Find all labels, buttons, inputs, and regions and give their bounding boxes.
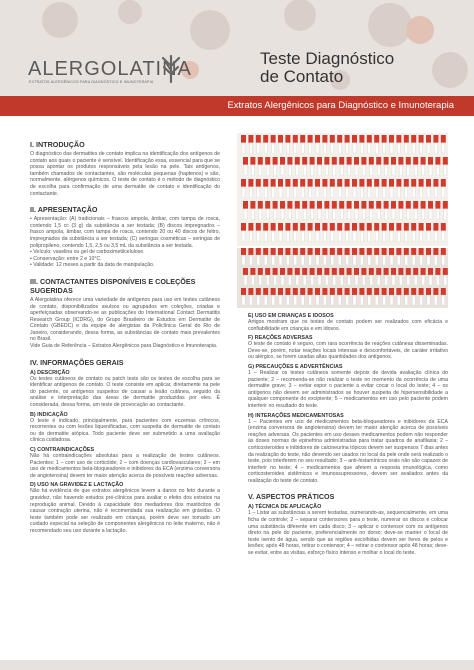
product-photo-lower [237,248,448,308]
description-text: Os testes cutâneos de contato ou patch tests são os testes de escolha para se identificar antígenos de contato. O teste consiste em aplicar, diretamente na pele do paciente, os antígenos suspeitos de causar a lesão cutânea, seguido da análise e interpretação das áreas de dermatite produzidas por eles. É considerada, dessa forma, um teste de provocação ao contactante. [30,375,220,409]
precautions-text: 1 – Realizar os testes cutâneos somente depois de devida avaliação clínica do paciente; 2 – recomenda-se não realizar o teste no momento da ocorrência de uma dermatite grave; 3 – evitar expor o paciente a evitar cocar o local do teste; 4 – os antígenos não devem ser administrados se houver suspeita de hipersensibilidade a qualquer componente do excipiente; 5 – medicamentos em uso pelo paciente podem interferir no resultado do teste. [248,369,448,409]
pregnancy-text: Não há evidência de que extratos alergênicos levem a danos no feto durante a gravidez, não havendo estudos pré-clínicos para avaliar o efeito dos extratos na reprodução animal. Devido à capacidade dos mediadores dos mastócitos de causar contração uterina, não é recomendada sua realização em grávidas. O teste também pode ser realizado em crianças, porém deve ser tomado um cuidado especial na seleção de componentes alergênicos no leite materno, não é recomendado seu uso durante a lactação. [30,488,220,534]
adverse-reactions-text: O teste de contato é seguro, com rara ocorrência de reações cutâneas disseminadas. Deve-se, porém, notar reações locais intensas e desconfortáveis, de caráter irritativo ou alérgico, se forem usadas altas quantidades dos antígenos. [248,341,448,361]
presentation-storage: • Conservação: entre 2 e 10°C. [30,255,102,262]
pregnancy-heading: D) USO NA GRAVIDEZ E LACTAÇÃO [30,482,124,489]
product-photo [237,133,448,246]
title-line-2: de Contato [260,67,344,86]
presentation-text: • Apresentação: (A) tradicionais – frascos ampola, âmbar, com tampa de rosca, contendo 1,5 cc (3 g) da substância a ser testada; (B) discos impregnados – frasco ampola, âmbar, com tampa de rosca, contendo 20 ou 40 discos de feltro, impregnados da substância a ser testada; (C) seringas cosméticas – seringas de polipropileno, contendo 1,5, 2,5 ou 3,5 mL da substância a ser testada. [30,216,220,249]
subtitle-band [0,96,474,116]
adverse-reactions-heading: F) REAÇÕES ADVERSAS [248,335,313,342]
section-introduction-text: O diagnóstico das dermatites de contato implica na identificação dos antígenos de contato aos quais o paciente é sensível. Identificação essa, essencial para que se possa apontar os produtos responsáveis pela lesão na pele. Tais antígenos, também chamados de contactantes, são moléculas pequenas (haptenos) e são, normalmente, alérgenos químicos. O teste de contato é o método de diagnóstico de escolha para confirmação de uma dermatite de contato e identificação do contactante. [30,151,220,197]
presentation-validity: • Validade: 12 meses a partir da data de manipulação. [30,262,155,269]
indication-heading: B) INDICAÇÃO [30,411,68,418]
contraindications-text: Não há contraindicações absolutas para a realização de testes cutâneos. Pacientes: 1 – com uso de corticóide; 2 – com doenças cardiovasculares; 3 – em uso de medicamentos beta-bloqueadores e inibidores da ECA (enzima conversora de angiotensina) devem ter maior atenção acerca de possíveis reações adversas. [30,453,220,479]
indication-text: O teste é indicado, principalmente, para pacientes com eczemas crônicos, recorrentes ou com lesões liquenificadas, com suspeita de dermatite de contato ou de dermatite atópica. Todo paciente deve ser submetido a uma avaliação clínica cuidadosa. [30,417,220,444]
subtitle-text: Extratos Alergênicos para Diagnóstico e Imunoterapia [227,100,454,111]
precautions-heading: G) PRECAUÇÕES E ADVERTÊNCIAS [248,363,343,370]
left-column [30,140,220,535]
application-technique-text: 1 – Listar as substâncias a serem testadas, numerando-as, sequencialmente, em uma ficha de controle; 2 – separar contensores para o teste, numerar os discos e colocar uma substância diferente em cada disco; 3 – aplicar o contensor com os antígenos direto na pele do paciente, preferencialmente no dorso; deve-se manter o local de teste isento de água, sendo que as regiões escolhidas devem ser livres de pelos e lesões; após 48 horas, retirar o contensor; 4 – retirar o contensor após 48 horas; deve-se evitar, entre as visitas, esforço físico intenso e molhar o local do teste. [248,510,448,557]
application-technique-heading: A) TÉCNICA DE APLICAÇÃO [248,504,322,511]
syringes-image [237,133,448,246]
footer-bar [0,660,474,670]
section-practical-heading: V. ASPECTOS PRÁTICOS [248,492,335,502]
right-column [248,310,448,557]
brand-logo: ALERGOLATINA [28,58,192,80]
contactants-reference: Vide Guia de Referência – Extratos Alergênicos para Diagnóstico e Imunoterapia. [30,343,218,350]
children-elderly-text: Artigos mostram que os testes de contato podem ser realizados com eficácia e confiabilidade em crianças e em idosos. [248,319,448,332]
contactants-text: A Alergolatina oferece uma variedade de antígenos para uso em testes cutâneos de contato, disponibilizados avulsos ou agrupados em coleções, criadas e aperfeiçoadas observando-se as publicações do International Contact Dermatitis Research Group (ICDRG), do Grupo Brasileiro de Estudos em Dermatite de Contato (GBEDC) e da equipe de alergistas da Policlínica Geral do Rio de Janeiro, considerando, dessa forma, as substâncias de contato mais prevalentes no Brasil. [30,296,220,343]
contraindications-heading: C) CONTRAINDICAÇÕES [30,447,95,453]
description-heading: A) DESCRIÇÃO [30,369,70,376]
brand-mark-icon [160,54,182,84]
drug-interactions-heading: H) INTERAÇÕES MEDICAMENTOSAS [248,412,344,419]
drug-interactions-text: 1 – Pacientes em uso de medicamentos beta-bloqueadores e inibidores da ECA (enzima conversora de angiotensina) devem ter maior atenção acerca de possíveis reações adversas. Os pacientes em uso desses medicamentos podem não responder às doses normas de epinefrina administradas para tratar quadros de anafilaxia; 2 – corticosteroides e inibidores de calcineurina tópicos devem ser suspensos 7 dias antes da realização do teste, não devendo ser usados no local da pele onde será realizado o teste, pois interferem no seu resultado; 3 – anti-histamínicos orais não são capazes de interferir no teste; 4 – medicamentos que afetem a resposta imunológica, como corticosteroides sistêmicos e imunossupressores, devem ser avaliados antes da realização do teste de contato. [248,418,448,484]
document-title [260,50,394,86]
children-elderly-heading: E) USO EM CRIANÇAS E IDOSOS [248,313,334,319]
presentation-vehicle: • Veículo: vaselina ou gel de carboximetilcelulose. [30,249,145,256]
section-contactants-heading: III. CONTACTANTES DISPONÍVEIS E COLEÇÕES SUGERIDAS [30,276,196,295]
section-presentation-heading: II. APRESENTAÇÃO [30,205,98,215]
brand-tagline: EXTRATOS ALERGÊNICOS PARA DIAGNÓSTICO E IMUNOTERAPIA [29,80,154,84]
section-general-info-heading: IV. INFORMAÇÕES GERAIS [30,357,124,367]
section-introduction-heading: I. INTRODUÇÃO [30,140,85,149]
syringes-image-lower [237,248,448,308]
page-header [0,0,474,96]
title-line-1: Teste Diagnóstico [260,49,395,68]
